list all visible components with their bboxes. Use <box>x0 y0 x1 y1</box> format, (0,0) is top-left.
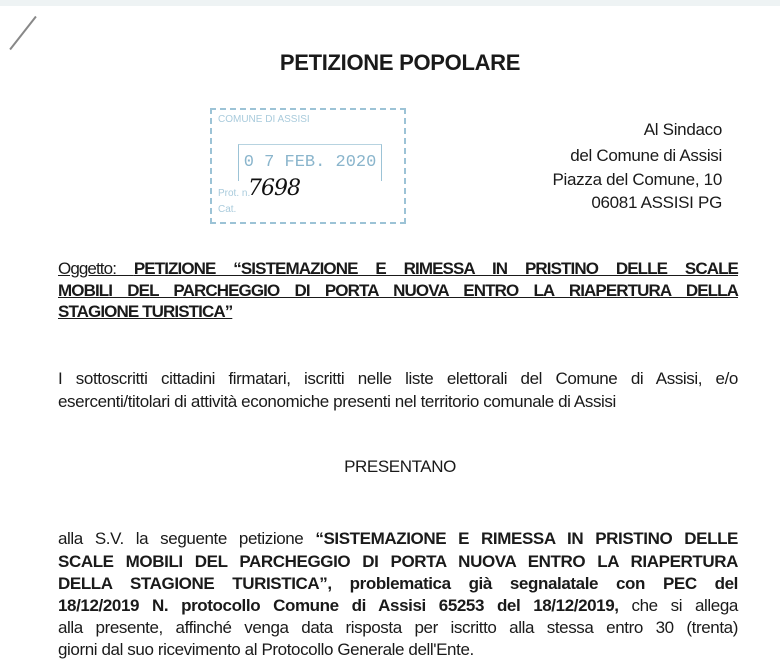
addressee-line: del Comune di Assisi <box>570 146 722 165</box>
stamp-date: 0 7 FEB. 2020 <box>238 144 382 181</box>
body-text: alla S.V. la seguente petizione <box>58 529 316 548</box>
scan-edge <box>0 0 780 6</box>
addressee-line: Piazza del Comune, 10 <box>552 170 722 189</box>
body-line <box>58 529 738 549</box>
addressee-line: 06081 ASSISI PG <box>591 193 722 212</box>
subject-label: Oggetto: <box>58 259 117 278</box>
subject-line <box>58 259 738 279</box>
pen-mark <box>9 16 36 50</box>
subject-text: PETIZIONE “SISTEMAZIONE E RIMESSA IN PRISTINO DELLE SCALE <box>133 259 738 278</box>
protocol-reference: 18/12/2019 N. protocollo Comune di Assisi 65253 del 18/12/2019, <box>58 596 619 615</box>
body-line: alla presente, affinché venga data risposta per iscritto alla stessa entro 30 (trenta) <box>58 618 738 637</box>
body-line: giorni dal suo ricevimento al Protocollo Generale dell'Ente. <box>58 640 474 659</box>
stamp-prot-label: Prot. n. <box>218 188 251 199</box>
body-line: SCALE MOBILI DEL PARCHEGGIO DI PORTA NUOVA ENTRO LA RIAPERTURA <box>58 552 738 571</box>
subject-line: MOBILI DEL PARCHEGGIO DI PORTA NUOVA ENTRO LA RIAPERTURA DELLA <box>58 281 738 300</box>
document-title: PETIZIONE POPOLARE <box>279 50 521 75</box>
body-text: che si allega <box>618 596 738 615</box>
protocol-stamp <box>210 108 406 224</box>
subject-line: STAGIONE TURISTICA” <box>58 302 233 321</box>
petition-title: “SISTEMAZIONE E RIMESSA IN PRISTINO DELLE <box>315 529 738 548</box>
presentano-heading: PRESENTANO <box>344 457 456 476</box>
handwritten-protocol-number: 7698 <box>248 176 300 201</box>
intro-line: I sottoscritti cittadini firmatari, iscritti nelle liste elettorali del Comune di Assisi, e/o <box>58 369 738 388</box>
addressee-line: Al Sindaco <box>643 120 722 139</box>
stamp-header: COMUNE DI ASSISI <box>218 114 310 125</box>
intro-line: esercenti/titolari di attività economiche presenti nel territorio comunale di Assisi <box>58 392 616 411</box>
body-line: DELLA STAGIONE TURISTICA”, problematica già segnalatale con PEC del <box>58 574 738 593</box>
stamp-cat-label: Cat. <box>218 204 237 215</box>
body-line <box>58 596 738 616</box>
